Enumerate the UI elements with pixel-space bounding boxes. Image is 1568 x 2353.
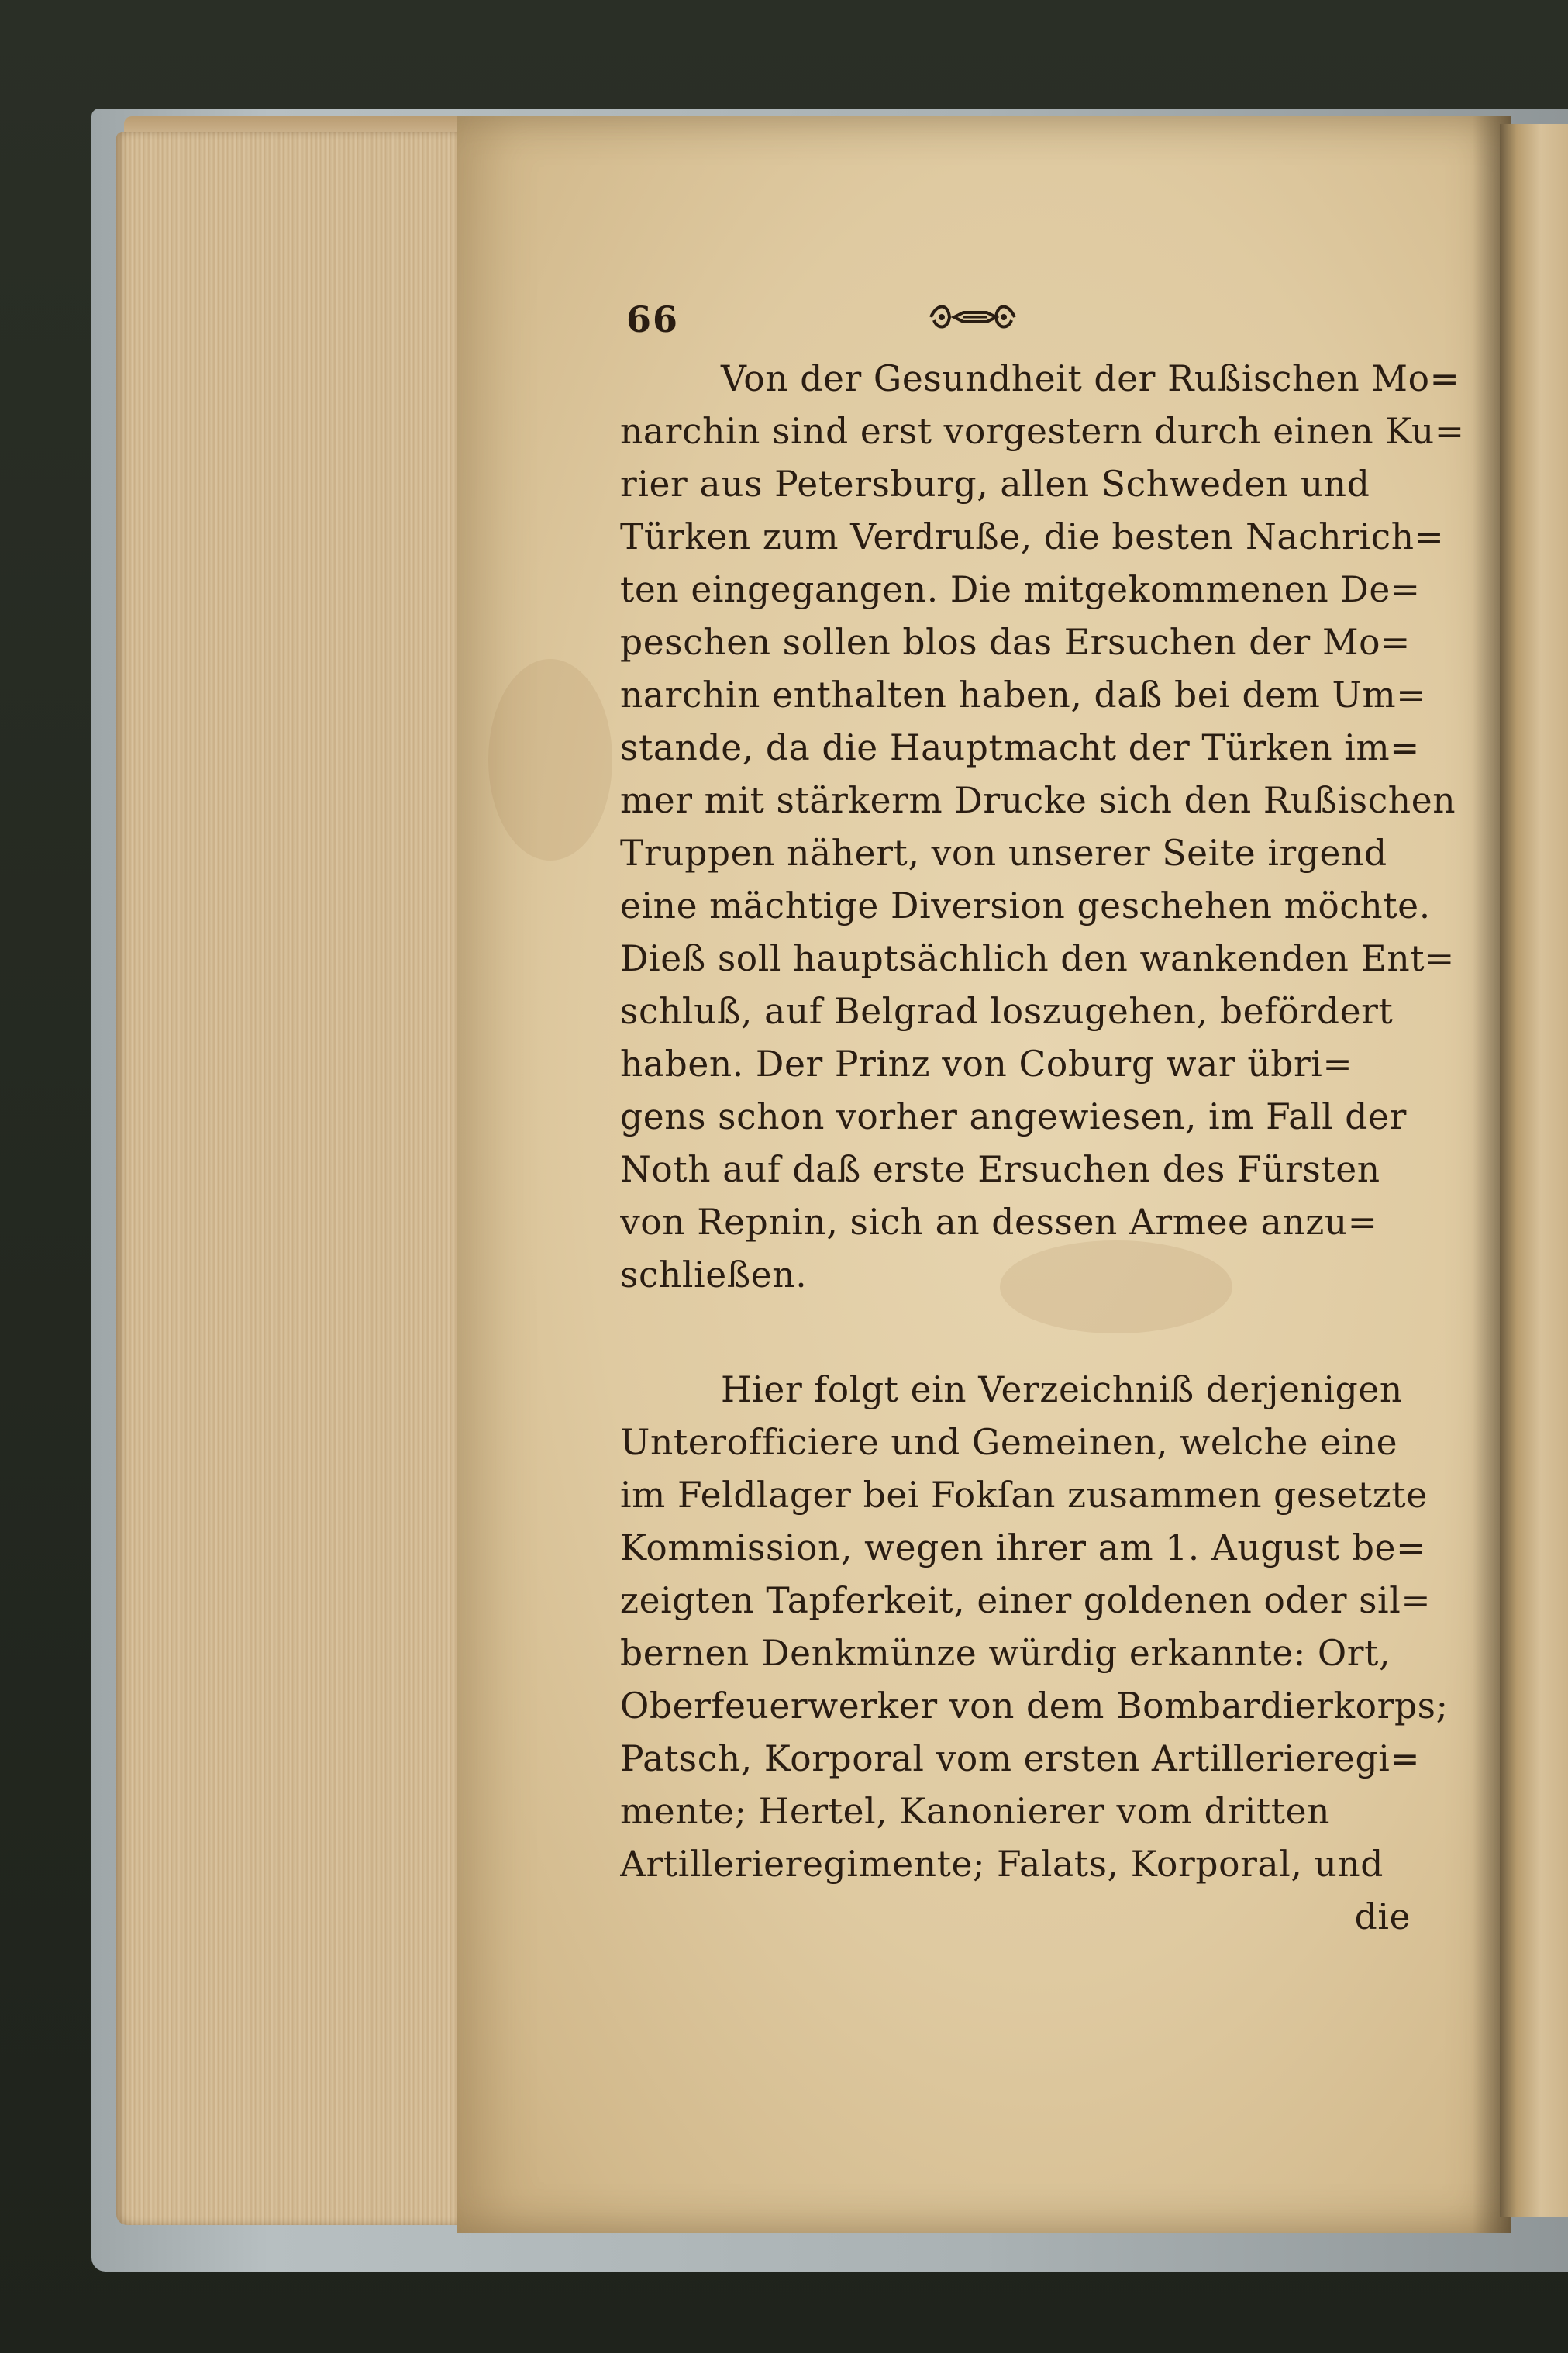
text-line: schließen.	[620, 1254, 808, 1296]
paragraph-2	[620, 1364, 1465, 1891]
text-line: Unterofficiere und Gemeinen, welche eine	[620, 1422, 1398, 1463]
text-line: Oberfeuerwerker von dem Bombardierkorps;	[620, 1685, 1449, 1727]
page-text-block	[620, 298, 1465, 1944]
text-line: mer mit stärkerm Drucke sich den Rußischen	[620, 780, 1456, 821]
text-line: haben. Der Prinz von Coburg war übri=	[620, 1044, 1353, 1085]
text-line: im Feldlager bei Fokſan zusammen gesetzte	[620, 1475, 1428, 1516]
page-header	[620, 298, 1465, 353]
text-line: peschen sollen blos das Ersuchen der Mo=	[620, 622, 1411, 663]
text-line: Dieß soll hauptsächlich den wankenden Ent=	[620, 938, 1455, 979]
text-line: Kommission, wegen ihrer am 1. August be=	[620, 1527, 1426, 1568]
page-number: 66	[626, 298, 680, 340]
paper-stain	[488, 659, 612, 861]
text-line: Türken zum Verdruße, die besten Nachrich=	[620, 516, 1445, 557]
text-line: Truppen nähert, von unserer Seite irgend	[620, 833, 1387, 874]
paragraph-1	[620, 353, 1465, 1302]
text-line: ten eingegangen. Die mitgekommenen De=	[620, 569, 1421, 610]
text-line: Artillerieregimente; Falats, Korporal, und	[620, 1844, 1384, 1885]
text-line: Patsch, Korporal vom ersten Artillerieregi=	[620, 1738, 1421, 1779]
text-line: gens schon vorher angewiesen, im Fall der	[620, 1096, 1407, 1137]
text-line: eine mächtige Diversion geschehen möchte.	[620, 885, 1431, 926]
text-line: zeigten Tapferkeit, einer goldenen oder sil=	[620, 1580, 1432, 1621]
text-line: mente; Hertel, Kanonierer vom dritten	[620, 1791, 1331, 1832]
paragraph-gap	[620, 1302, 1465, 1364]
text-line: schluß, auf Belgrad loszugehen, befördert	[620, 991, 1394, 1032]
text-line: rier aus Petersburg, allen Schweden und	[620, 464, 1370, 505]
stacked-page-edges	[116, 132, 488, 2225]
printer-ornament-icon	[926, 300, 1019, 334]
text-line: von Repnin, sich an dessen Armee anzu=	[620, 1202, 1378, 1243]
text-line: Noth auf daß erste Ersuchen des Fürsten	[620, 1149, 1380, 1190]
text-line: Hier folgt ein Verzeichniß derjenigen	[721, 1369, 1403, 1410]
text-line: stande, da die Hauptmacht der Türken im=	[620, 727, 1420, 768]
text-line: Von der Gesundheit der Rußischen Mo=	[721, 358, 1460, 399]
text-line: narchin sind erst vorgestern durch einen Ku=	[620, 411, 1465, 452]
text-line: bernen Denkmünze würdig erkannte: Ort,	[620, 1633, 1391, 1674]
catchword: die	[1354, 1896, 1411, 1937]
next-page-edge	[1500, 124, 1568, 2217]
text-line: narchin enthalten haben, daß bei dem Um=	[620, 675, 1426, 716]
